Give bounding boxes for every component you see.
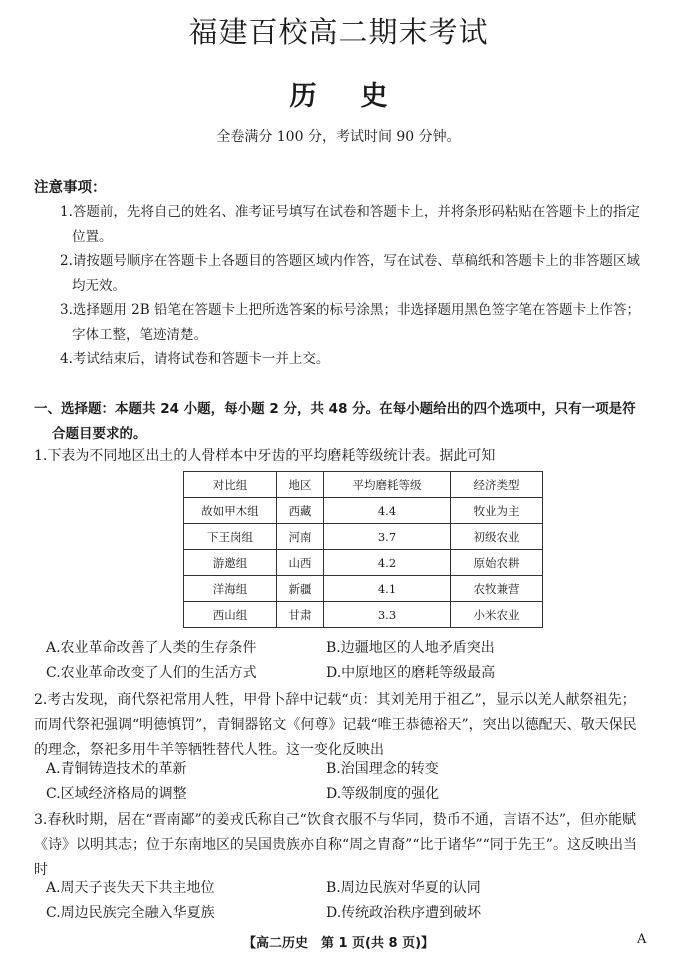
- table-row: [184, 602, 543, 628]
- table-header-row: [184, 472, 543, 498]
- option-c: C.区域经济格局的调整: [46, 785, 187, 802]
- option-d: D.等级制度的强化: [326, 785, 440, 802]
- table-row: [184, 498, 543, 524]
- table-row: [184, 576, 543, 602]
- question-2-stem: 2.考古发现，商代祭祀常用人牲，甲骨卜辞中记载“贞：其刘羌用于祖乙”，显示以羌人献祭祖先；而周代祭祀强调“明德慎罚”，青铜器铭文《何尊》记载“唯王恭德裕天”，突出以德配天、敬天保民的理念，祭祀多用牛羊等牺牲替代人牲。这一变化反映出: [34, 692, 637, 758]
- question-3-stem: 3.春秋时期，居在“晋南鄙”的姜戎氏称自己“饮食衣服不与华同，贽币不通，言语不达”，但亦能赋《诗》以明其志；位于东南地区的吴国贵族亦自称“周之胄裔”“比于诸华”“同于先王”。这反映出当时: [34, 812, 637, 878]
- table-cell: 西山组: [184, 602, 277, 628]
- question-3-options: [46, 876, 606, 925]
- option-c: C.农业革命改变了人们的生活方式: [46, 664, 257, 681]
- section-heading-line1: 一、选择题：本题共 24 小题，每小题 2 分，共 48 分。在每小题给出的四个选项中，只有一项是符: [34, 401, 636, 417]
- table-cell: 原始农耕: [451, 550, 543, 576]
- question-1-stem: 1.下表为不同地区出土的人骨样本中牙齿的平均磨耗等级统计表。据此可知: [34, 448, 496, 464]
- section-heading-line2: 合题目要求的。: [52, 426, 147, 442]
- table-cell: 游邀组: [184, 550, 277, 576]
- table-header-cell: 对比组: [184, 472, 277, 498]
- score-time-line: 全卷满分 100 分，考试时间 90 分钟。: [216, 129, 461, 145]
- tooth-wear-table: [183, 471, 543, 628]
- exam-title: 福建百校高二期末考试: [188, 15, 489, 49]
- option-a: A.周天子丧失天下共主地位: [46, 880, 215, 896]
- notice-item: 4.考试结束后，请将试卷和答题卡一并上交。: [60, 351, 330, 367]
- option-b: B.边疆地区的人地矛盾突出: [326, 640, 495, 656]
- notice-heading: 注意事项：: [34, 180, 107, 196]
- option-b: B.治国理念的转变: [326, 761, 439, 777]
- notice-list: [60, 200, 650, 372]
- table-cell: 3.7: [324, 524, 451, 550]
- notice-item: 3.选择题用 2B 铅笔在答题卡上把所选答案的标号涂黑；非选择题用黑色签字笔在答题卡上作答；字体工整，笔迹清楚。: [60, 302, 640, 343]
- table-header-cell: 经济类型: [451, 472, 543, 498]
- table-row: [184, 524, 543, 550]
- table-cell: 河南: [277, 524, 324, 550]
- table-cell: 下王岗组: [184, 524, 277, 550]
- option-a: A.青铜铸造技术的革新: [46, 761, 187, 777]
- table-header-cell: 平均磨耗等级: [324, 472, 451, 498]
- table-cell: 牧业为主: [451, 498, 543, 524]
- section-heading: [34, 397, 644, 447]
- option-d: D.传统政治秩序遭到破坏: [326, 904, 482, 921]
- table-cell: 4.1: [324, 576, 451, 602]
- table-cell: 洋海组: [184, 576, 277, 602]
- table-cell: 甘肃: [277, 602, 324, 628]
- table-cell: 西藏: [277, 498, 324, 524]
- table-cell: 4.2: [324, 550, 451, 576]
- table-cell: 4.4: [324, 498, 451, 524]
- question-2-options: [46, 757, 606, 806]
- option-d: D.中原地区的磨耗等级最高: [326, 664, 496, 681]
- option-c: C.周边民族完全融入华夏族: [46, 904, 215, 921]
- table-cell: 3.3: [324, 602, 451, 628]
- table-cell: 山西: [277, 550, 324, 576]
- table-cell: 故如甲木组: [184, 498, 277, 524]
- notice-item: 2.请按题号顺序在答题卡上各题目的答题区域内作答，写在试卷、草稿纸和答题卡上的非答题区域均无效。: [60, 253, 640, 294]
- table-cell: 初级农业: [451, 524, 543, 550]
- table-cell: 小米农业: [451, 602, 543, 628]
- paper-code: A: [637, 932, 647, 947]
- option-a: A.农业革命改善了人类的生存条件: [46, 640, 257, 656]
- page-footer: 【高二历史 第 1 页(共 8 页)】: [242, 936, 435, 951]
- option-b: B.周边民族对华夏的认同: [326, 880, 481, 896]
- table-cell: 农牧兼营: [451, 576, 543, 602]
- notice-item: 1.答题前，先将自己的姓名、准考证号填写在试卷和答题卡上，并将条形码粘贴在答题卡上的指定位置。: [60, 204, 640, 245]
- subject-title: 历史: [289, 81, 432, 112]
- table-cell: 新疆: [277, 576, 324, 602]
- table-row: [184, 550, 543, 576]
- table-header-cell: 地区: [277, 472, 324, 498]
- question-1-options: [46, 636, 606, 685]
